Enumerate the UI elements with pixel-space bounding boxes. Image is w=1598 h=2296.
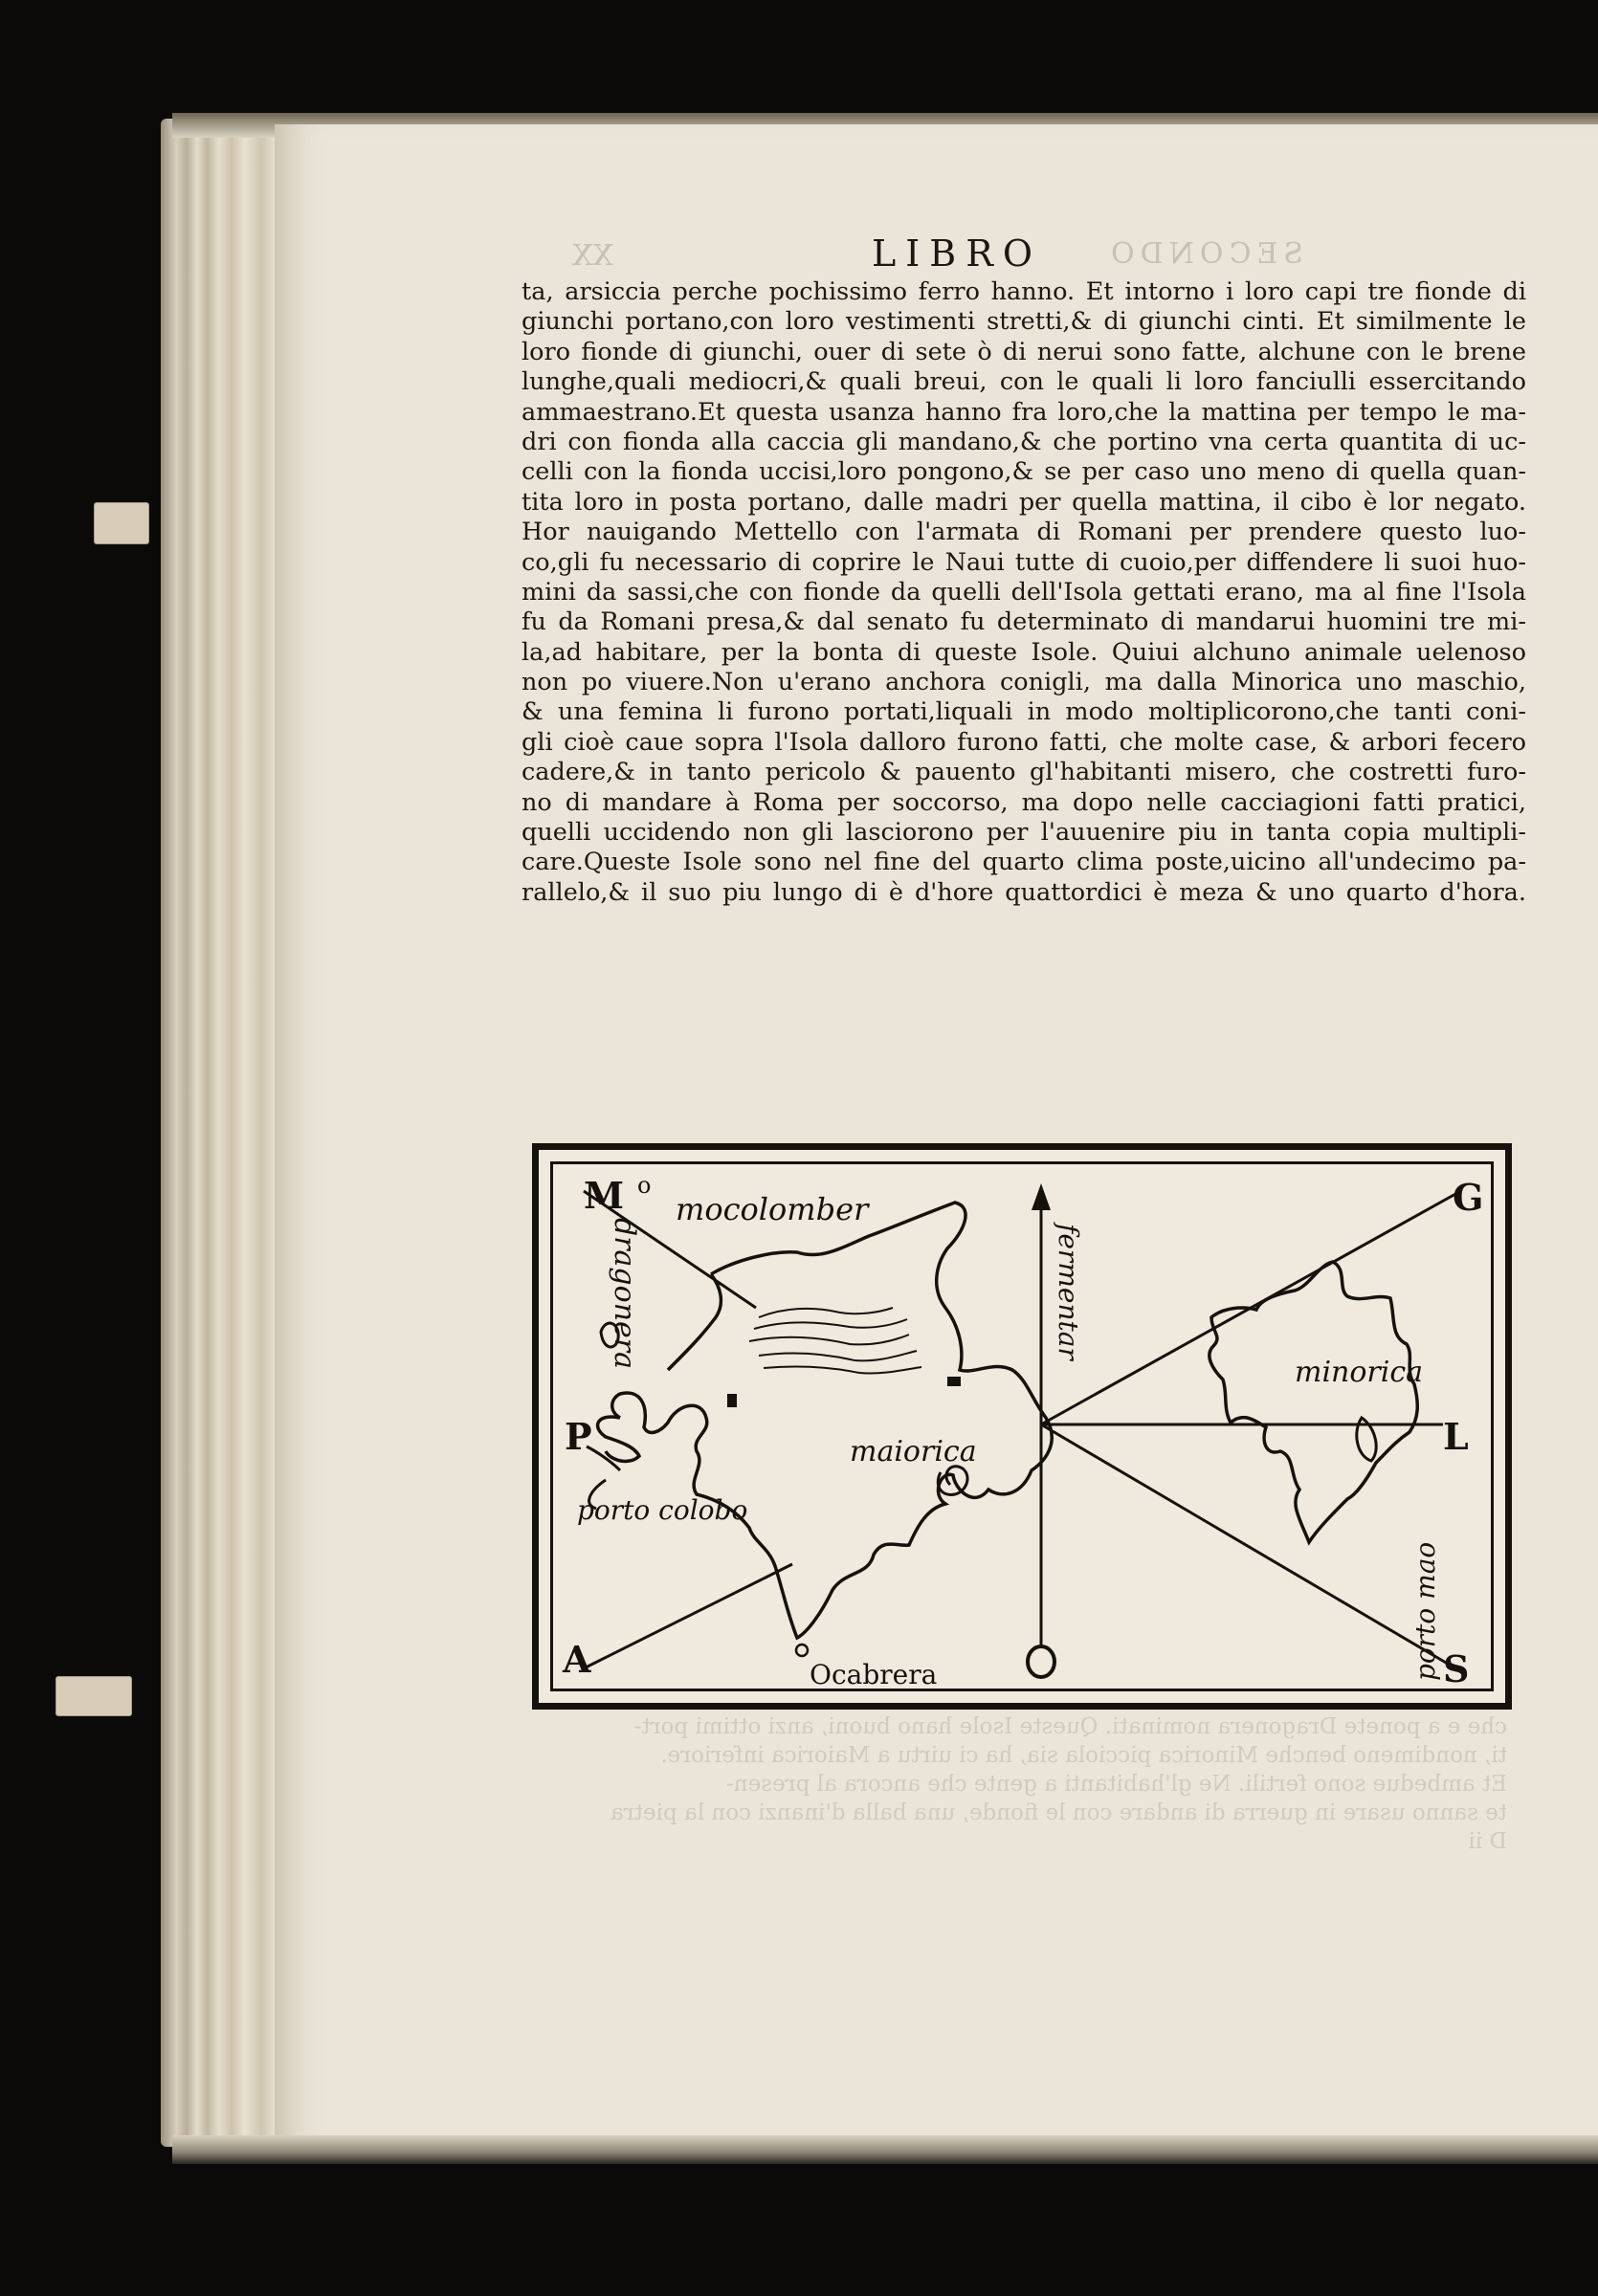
woodcut-map xyxy=(532,1143,1512,1710)
north-arrow xyxy=(1032,1183,1051,1210)
text-line: care.Queste Isole sono nel fine del quarto clima poste,uicino all'undecimo pa- xyxy=(522,848,1526,877)
cabrera-islet xyxy=(796,1645,808,1656)
bleed-line: ti, nondimeno benche Minorica picciola sia, ha ci uirtu a Maiorica inferiore. xyxy=(660,1743,1507,1768)
bleed-line: Et ambedue sono fertili. Ne gl'habitanti a gente che ancora al presen- xyxy=(726,1772,1507,1797)
maiorica-mountains xyxy=(749,1308,921,1373)
text-line: gli cioè caue sopra l'Isola dalloro furono fatti, che molte case, & arbori fecero xyxy=(522,727,1526,757)
text-line: giunchi portano,con loro vestimenti stretti,& di giunchi cinti. Et similmente le xyxy=(522,307,1526,337)
bleed-through-text xyxy=(522,1712,1507,1856)
text-line: rallelo,& il suo piu lungo di è d'hore quattordici è meza & uno quarto d'hora. xyxy=(522,877,1526,907)
book-page-edges xyxy=(161,119,290,2147)
map-inner-border xyxy=(550,1161,1494,1691)
text-line: no di mandare à Roma per soccorso, ma dopo nelle cacciagioni fatti pratici, xyxy=(522,787,1526,817)
map-label-dragonera: dragonera xyxy=(608,1218,641,1369)
body-text xyxy=(522,277,1526,908)
text-line: non po viuere.Non u'erano anchora conigli, ma dalla Minorica uno maschio, xyxy=(522,668,1526,697)
text-line: tita loro in posta portano, dalle madri per quella mattina, il cibo è lor negato. xyxy=(522,487,1526,517)
bleed-line: che e a ponete Dragonera nominati. Queste Isole hano buoni, anzi ottimi port- xyxy=(633,1714,1507,1739)
corner-letter-bottom-left: A xyxy=(563,1638,591,1681)
corner-letter-bottom-right: S xyxy=(1443,1647,1470,1690)
corner-letter-top-left-small: o xyxy=(637,1172,652,1199)
text-line: loro fionde di giunchi, ouer di sete ò di nerui sono fatte, alchune con le brene xyxy=(522,337,1526,366)
text-line: cadere,& in tanto pericolo & pauento gl'habitanti misero, che costretti furo- xyxy=(522,758,1526,787)
map-label-maiorica: maiorica xyxy=(850,1435,977,1468)
map-label-fermentar: fermentar xyxy=(1053,1224,1084,1360)
text-line: Hor nauigando Mettello con l'armata di Romani per prendere questo luo- xyxy=(522,518,1526,547)
page-tab-upper xyxy=(94,502,149,544)
ghost-running-head-right: SECONDO xyxy=(1105,237,1303,271)
ghost-running-head-left: XX xyxy=(572,239,613,273)
minorica-coast xyxy=(1210,1262,1417,1542)
south-marker xyxy=(1028,1646,1054,1677)
bleed-line: D ii xyxy=(1468,1829,1507,1854)
text-line: ta, arsiccia perche pochissimo ferro hanno. Et intorno i loro capi tre fionde di xyxy=(522,277,1526,306)
text-line: celli con la fionda uccisi,loro pongono,& se per caso uno meno di quella quan- xyxy=(522,457,1526,487)
text-line: ammaestrano.Et questa usanza hanno fra loro,che la mattina per tempo le ma- xyxy=(522,397,1526,427)
corner-letter-top-left: M xyxy=(584,1174,625,1217)
maiorica-town-symbol xyxy=(947,1377,961,1386)
map-label-mocolomber: mocolomber xyxy=(676,1191,869,1227)
bleed-line: te sanno usare in guerra di andare con le fionde, una balla d'inanzi con la pietra xyxy=(610,1800,1507,1825)
text-line: quelli uccidendo non gli lasciorono per l'auuenire piu in tanta copia multipli- xyxy=(522,818,1526,848)
map-label-porto-mao: porto mao xyxy=(1409,1541,1441,1681)
rhumb-line-sw xyxy=(582,1564,792,1669)
corner-letter-top-right: G xyxy=(1453,1176,1484,1219)
corner-letter-left-mid: P xyxy=(565,1415,592,1458)
colobo-town-symbol xyxy=(727,1394,737,1407)
maiorica-coast xyxy=(598,1203,1053,1638)
corner-letter-right-mid: L xyxy=(1443,1415,1469,1458)
text-line: & una femina li furono portati,liquali in modo moltiplicorono,che tanti coni- xyxy=(522,697,1526,727)
text-line: dri con fionda alla caccia gli mandano,& che portino vna certa quantita di uc- xyxy=(522,427,1526,456)
map-label-cabrera: Ocabrera xyxy=(810,1659,938,1690)
text-line: co,gli fu necessario di coprire le Naui tutte di cuoio,per diffendere li suoi huo- xyxy=(522,547,1526,577)
text-line: mini da sassi,che con fionde da quelli dell'Isola gettati erano, ma al fine l'Isola xyxy=(522,577,1526,607)
book-bottom-edge xyxy=(172,2135,1598,2164)
text-line: la,ad habitare, per la bonta di queste Isole. Quiui alchuno animale uelenoso xyxy=(522,637,1526,667)
map-label-minorica: minorica xyxy=(1295,1356,1424,1389)
text-line: fu da Romani presa,& dal senato fu determinato di mandarui huomini tre mi- xyxy=(522,607,1526,637)
page-tab-lower xyxy=(55,1676,132,1716)
text-line: lunghe,quali mediocri,& quali breui, con le quali li loro fanciulli essercitando xyxy=(522,367,1526,397)
running-head: LIBRO xyxy=(872,232,1042,275)
rhumb-line-se xyxy=(1041,1424,1457,1669)
map-drawing xyxy=(553,1164,1491,1689)
map-label-porto-colobo: porto colobo xyxy=(577,1494,748,1526)
